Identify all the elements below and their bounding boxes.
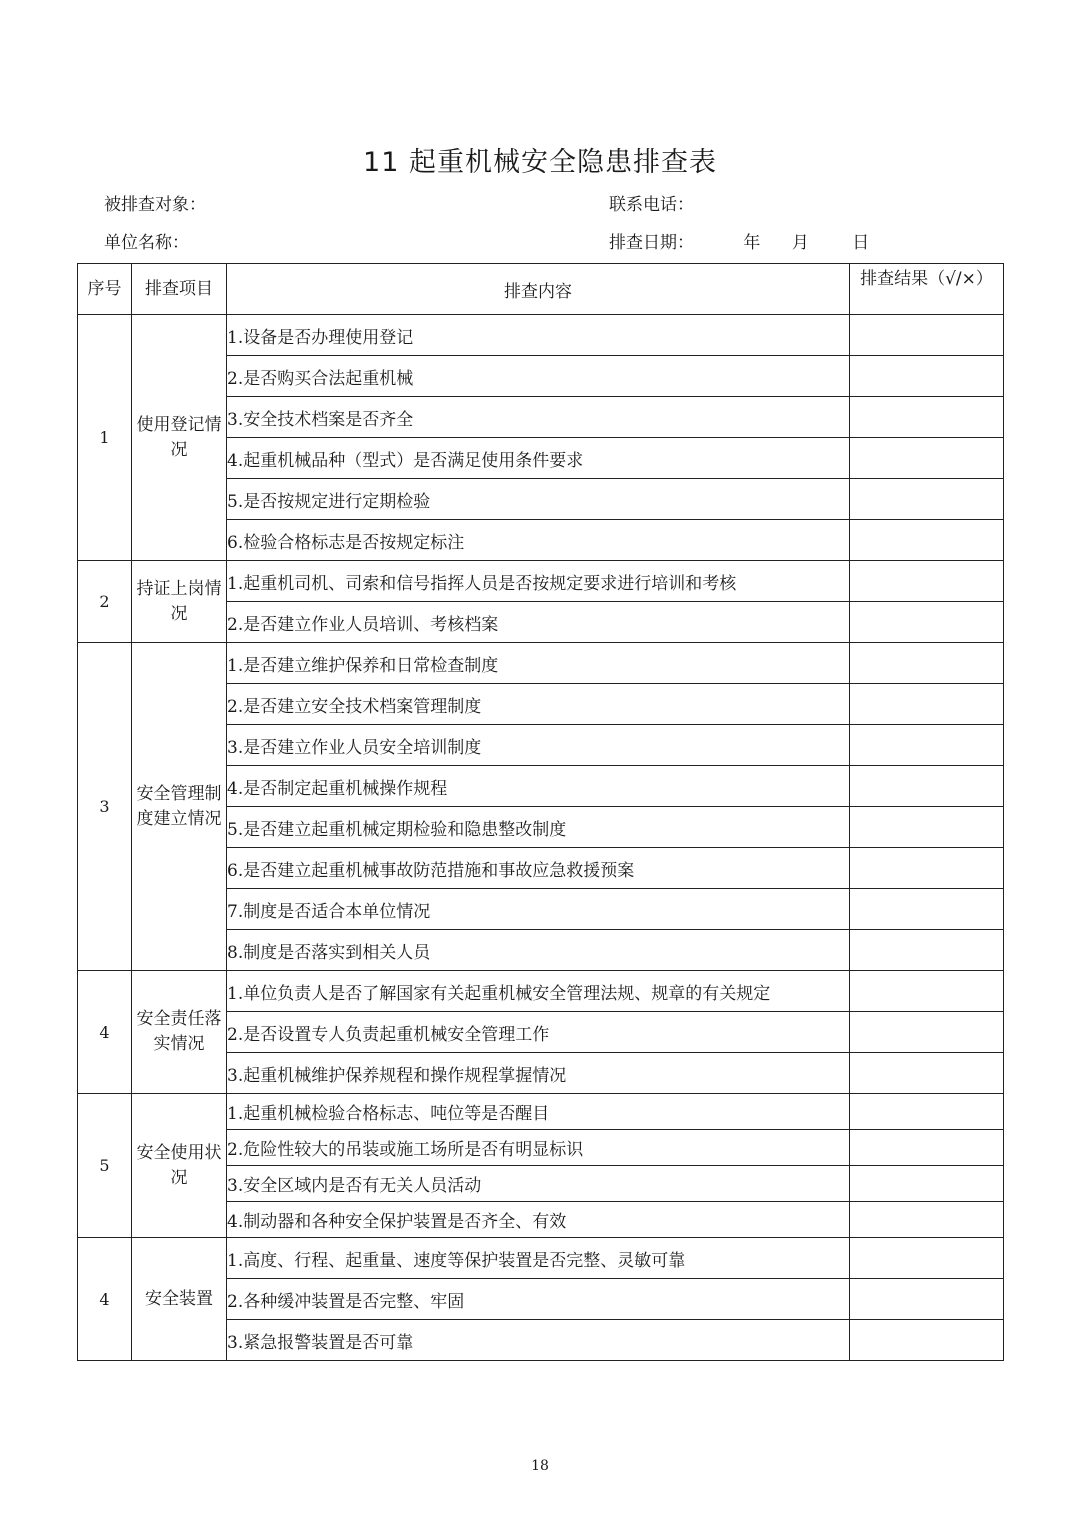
- result-cell[interactable]: [850, 356, 1004, 397]
- result-cell[interactable]: [850, 1130, 1004, 1166]
- section-category: 持证上岗情况: [132, 561, 227, 643]
- table-row: [78, 315, 1004, 356]
- result-cell[interactable]: [850, 807, 1004, 848]
- result-cell[interactable]: [850, 561, 1004, 602]
- result-cell[interactable]: [850, 1238, 1004, 1279]
- inspection-table: [77, 263, 1004, 1361]
- check-item: 6.检验合格标志是否按规定标注: [227, 520, 850, 561]
- result-cell[interactable]: [850, 438, 1004, 479]
- section-index: 1: [78, 315, 132, 561]
- result-cell[interactable]: [850, 1094, 1004, 1130]
- check-item: 3.是否建立作业人员安全培训制度: [227, 725, 850, 766]
- table-row: [78, 561, 1004, 602]
- check-item: 2.是否设置专人负责起重机械安全管理工作: [227, 1012, 850, 1053]
- check-item: 1.设备是否办理使用登记: [227, 315, 850, 356]
- check-item: 7.制度是否适合本单位情况: [227, 889, 850, 930]
- result-cell[interactable]: [850, 930, 1004, 971]
- date-year: 年: [743, 233, 761, 253]
- table-row: [78, 1238, 1004, 1279]
- result-cell[interactable]: [850, 889, 1004, 930]
- unit-label: 单位名称：: [104, 233, 189, 253]
- check-item: 8.制度是否落实到相关人员: [227, 930, 850, 971]
- date-label: 排查日期：: [609, 233, 694, 253]
- date-row: [609, 228, 869, 253]
- date-day: 日: [852, 233, 870, 253]
- table-row: [78, 1094, 1004, 1130]
- header-result: 排查结果（√/×）: [850, 264, 1004, 315]
- check-item: 5.是否按规定进行定期检验: [227, 479, 850, 520]
- page-number: 18: [531, 1458, 549, 1474]
- section-category: 安全管理制度建立情况: [132, 643, 227, 971]
- check-item: 4.制动器和各种安全保护装置是否齐全、有效: [227, 1202, 850, 1238]
- table-header-row: [78, 264, 1004, 315]
- table-row: [78, 643, 1004, 684]
- header-index: 序号: [78, 264, 132, 315]
- check-item: 2.危险性较大的吊装或施工场所是否有明显标识: [227, 1130, 850, 1166]
- target-label: 被排查对象：: [104, 195, 206, 215]
- result-cell[interactable]: [850, 643, 1004, 684]
- section-category: 安全使用状况: [132, 1094, 227, 1238]
- section-category: 使用登记情况: [132, 315, 227, 561]
- section-category: 安全责任落实情况: [132, 971, 227, 1094]
- phone-label: 联系电话：: [609, 195, 694, 215]
- check-item: 3.起重机械维护保养规程和操作规程掌握情况: [227, 1053, 850, 1094]
- result-cell[interactable]: [850, 1320, 1004, 1361]
- section-index: 2: [78, 561, 132, 643]
- header-content: 排查内容: [227, 264, 850, 315]
- check-item: 1.高度、行程、起重量、速度等保护装置是否完整、灵敏可靠: [227, 1238, 850, 1279]
- result-cell[interactable]: [850, 315, 1004, 356]
- result-cell[interactable]: [850, 397, 1004, 438]
- page-title: 11 起重机械安全隐患排查表: [363, 147, 717, 178]
- check-item: 1.单位负责人是否了解国家有关起重机械安全管理法规、规章的有关规定: [227, 971, 850, 1012]
- check-item: 2.是否建立安全技术档案管理制度: [227, 684, 850, 725]
- section-index: 3: [78, 643, 132, 971]
- check-item: 1.起重机司机、司索和信号指挥人员是否按规定要求进行培训和考核: [227, 561, 850, 602]
- table-row: [78, 971, 1004, 1012]
- result-cell[interactable]: [850, 602, 1004, 643]
- check-item: 1.是否建立维护保养和日常检查制度: [227, 643, 850, 684]
- result-cell[interactable]: [850, 520, 1004, 561]
- check-item: 4.是否制定起重机械操作规程: [227, 766, 850, 807]
- check-item: 3.安全区域内是否有无关人员活动: [227, 1166, 850, 1202]
- check-item: 6.是否建立起重机械事故防范措施和事故应急救援预案: [227, 848, 850, 889]
- result-cell[interactable]: [850, 1202, 1004, 1238]
- check-item: 5.是否建立起重机械定期检验和隐患整改制度: [227, 807, 850, 848]
- check-item: 2.各种缓冲装置是否完整、牢固: [227, 1279, 850, 1320]
- check-item: 3.紧急报警装置是否可靠: [227, 1320, 850, 1361]
- check-item: 2.是否建立作业人员培训、考核档案: [227, 602, 850, 643]
- section-index: 4: [78, 971, 132, 1094]
- result-cell[interactable]: [850, 1279, 1004, 1320]
- check-item: 1.起重机械检验合格标志、吨位等是否醒目: [227, 1094, 850, 1130]
- check-item: 4.起重机械品种（型式）是否满足使用条件要求: [227, 438, 850, 479]
- result-cell[interactable]: [850, 848, 1004, 889]
- header-category: 排查项目: [132, 264, 227, 315]
- check-item: 3.安全技术档案是否齐全: [227, 397, 850, 438]
- result-cell[interactable]: [850, 1053, 1004, 1094]
- result-cell[interactable]: [850, 971, 1004, 1012]
- result-cell[interactable]: [850, 479, 1004, 520]
- result-cell[interactable]: [850, 684, 1004, 725]
- result-cell[interactable]: [850, 725, 1004, 766]
- section-index: 4: [78, 1238, 132, 1361]
- section-category: 安全装置: [132, 1238, 227, 1361]
- date-month: 月: [791, 233, 809, 253]
- result-cell[interactable]: [850, 1166, 1004, 1202]
- result-cell[interactable]: [850, 1012, 1004, 1053]
- result-cell[interactable]: [850, 766, 1004, 807]
- check-item: 2.是否购买合法起重机械: [227, 356, 850, 397]
- section-index: 5: [78, 1094, 132, 1238]
